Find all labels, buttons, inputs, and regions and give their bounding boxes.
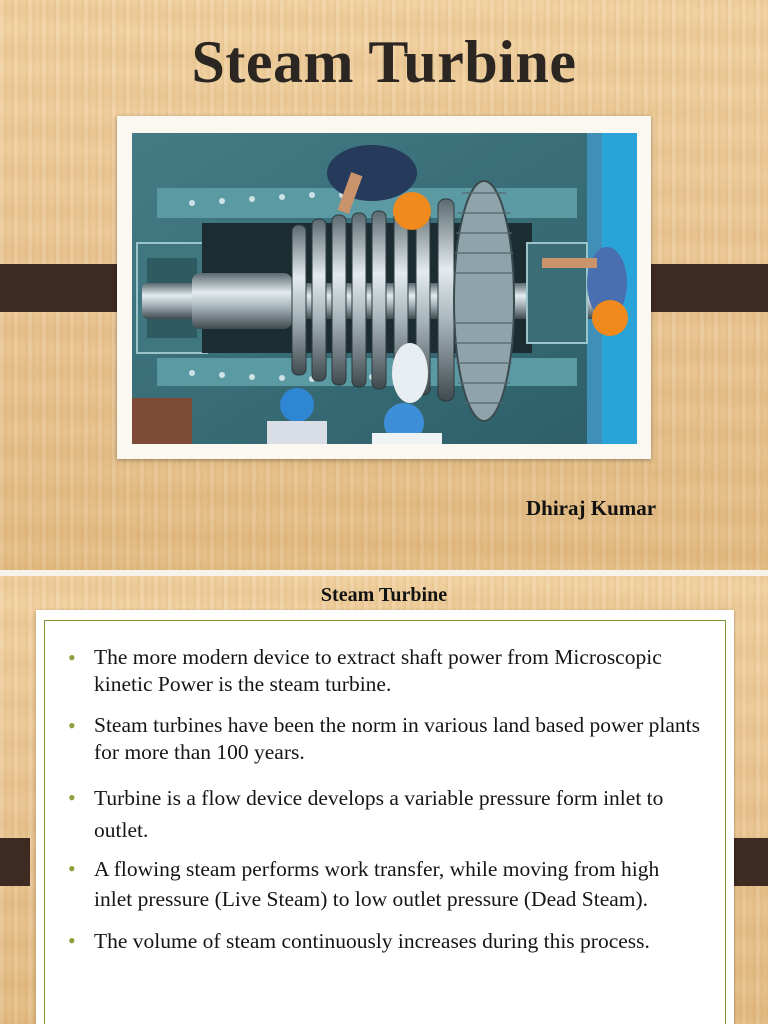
list-item <box>62 782 702 846</box>
left-strap <box>0 264 125 312</box>
turbine-photo <box>117 116 651 459</box>
panel-border <box>44 620 726 1024</box>
bullet-list <box>62 644 702 956</box>
slide-title: Steam Turbine <box>320 584 448 606</box>
bullet-icon: • <box>68 713 76 738</box>
slide-title: Steam Turbine <box>191 29 577 95</box>
list-item <box>62 712 702 766</box>
bullet-icon: • <box>68 856 76 881</box>
turbine-illustration <box>132 133 637 444</box>
list-item <box>62 644 702 698</box>
author-name: Dhiraj Kumar <box>526 496 657 520</box>
bullet-text: The volume of steam continuously increases during this process. <box>94 929 650 953</box>
bullet-icon: • <box>68 785 76 810</box>
bullet-icon: • <box>68 645 76 670</box>
bullet-text: A flowing steam performs work transfer, while moving from high inlet pressure (Live Steam) to low outlet pressure (Dead Steam). <box>94 857 660 911</box>
right-strap <box>640 264 768 312</box>
bullet-icon: • <box>68 928 76 953</box>
content-slide <box>0 576 768 1024</box>
content-panel <box>36 610 734 1024</box>
list-item <box>62 854 702 914</box>
bullet-text: The more modern device to extract shaft power from Microscopic kinetic Power is the steam turbine. <box>94 645 662 696</box>
bullet-text: Steam turbines have been the norm in various land based power plants for more than 100 years. <box>94 713 701 764</box>
list-item <box>62 926 702 956</box>
bullet-text: Turbine is a flow device develops a variable pressure form inlet to outlet. <box>94 786 664 842</box>
left-strap <box>0 838 30 886</box>
